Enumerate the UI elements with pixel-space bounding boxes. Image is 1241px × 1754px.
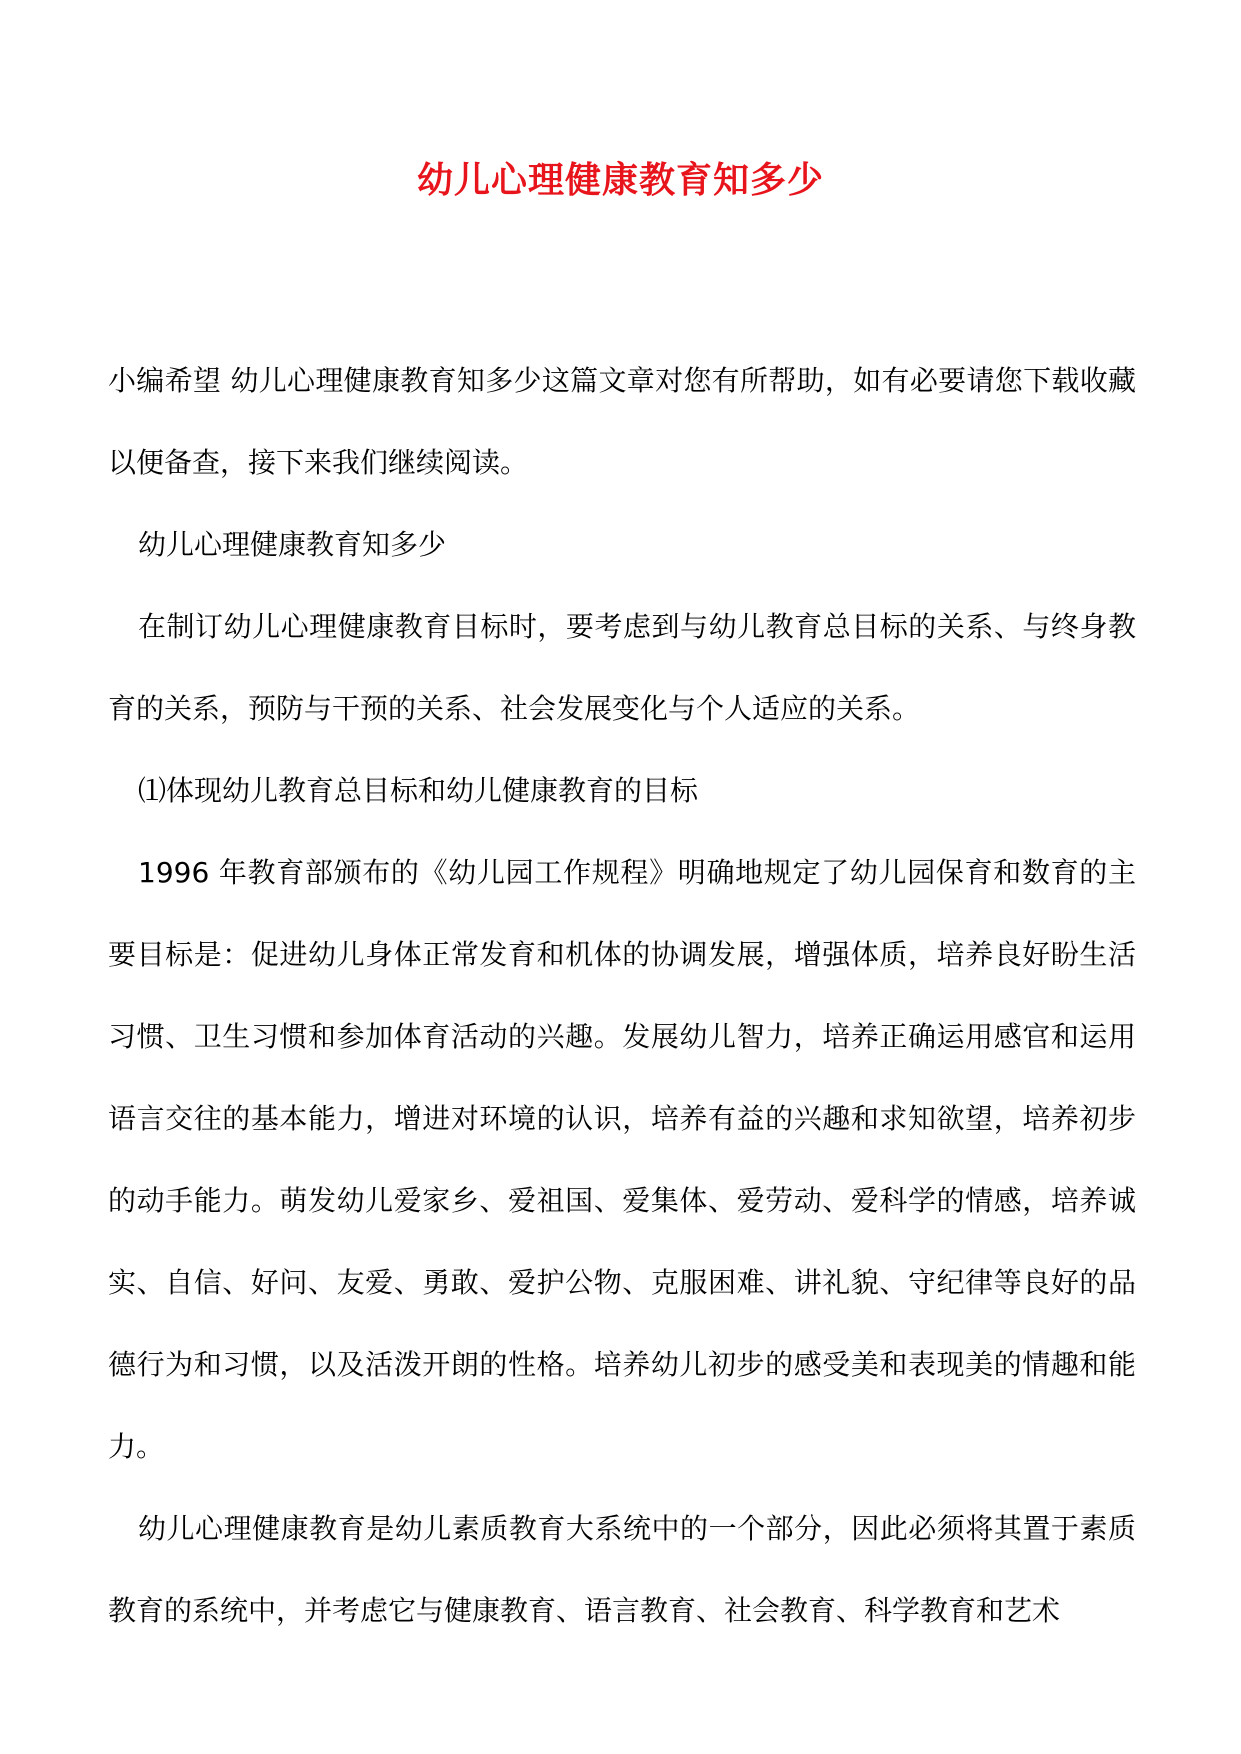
subsection-heading: ⑴体现幼儿教育总目标和幼儿健康教育的目标 xyxy=(138,774,699,807)
body-paragraph: 1996 年教育部颁布的《幼儿园工作规程》明确地规定了幼儿园保育和数育的主要目标是：促进幼儿身体正常发育和机体的协调发展，增强体质，培养良好盼生活习惯、卫生习惯和参加体育活动的兴趣。发展幼儿智力，培养正确运用感官和运用语言交往的基本能力，增进对环境的认识，培养有益的兴趣和求知欲望，培养初步的动手能力。萌发幼儿爱家乡、爱祖国、爱集体、爱劳动、爱科学的情感，培养诚实、自信、好问、友爱、勇敢、爱护公物、克服困难、讲礼貌、守纪律等良好的品德行为和习惯，以及活泼开朗的性格。培养幼儿初步的感受美和表现美的情趣和能力。 xyxy=(108,856,1136,1463)
intro-paragraph: 小编希望 幼儿心理健康教育知多少这篇文章对您有所帮助，如有必要请您下载收藏以便备查，接下来我们继续阅读。 xyxy=(108,364,1136,479)
document-title: 幼儿心理健康教育知多少 xyxy=(416,159,824,201)
body-paragraph: 在制订幼儿心理健康教育目标时，要考虑到与幼儿教育总目标的关系、与终身教育的关系，预防与干预的关系、社会发展变化与个人适应的关系。 xyxy=(108,610,1136,725)
section-heading: 幼儿心理健康教育知多少 xyxy=(138,528,447,561)
document-body xyxy=(108,340,1136,1652)
body-paragraph: 幼儿心理健康教育是幼儿素质教育大系统中的一个部分，因此必须将其置于素质教育的系统中，并考虑它与健康教育、语言教育、社会教育、科学教育和艺术 xyxy=(108,1512,1136,1627)
